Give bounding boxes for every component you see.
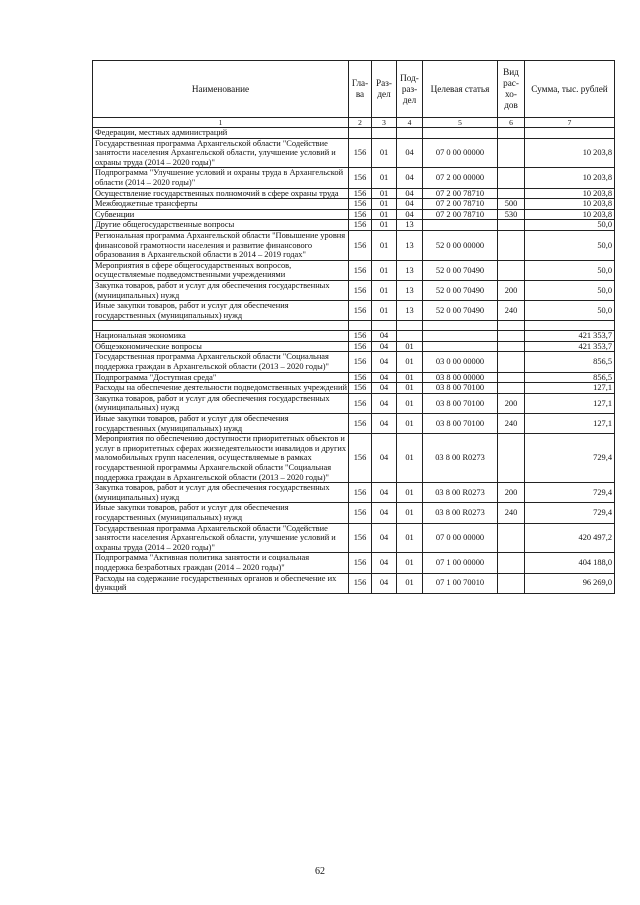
header-name: Наименование [93, 61, 349, 118]
column-number: 4 [397, 118, 423, 128]
row-sum [525, 321, 615, 331]
row-section: 04 [372, 434, 397, 483]
header-expense-type: Вид рас-хо-дов [498, 61, 525, 118]
row-expense-type [498, 321, 525, 331]
row-target-article: 03 8 00 R0273 [423, 434, 498, 483]
row-section: 04 [372, 553, 397, 573]
row-chapter: 156 [349, 573, 372, 593]
row-target-article: 52 0 00 70490 [423, 280, 498, 300]
row-section: 04 [372, 523, 397, 553]
table-row [93, 331, 615, 342]
row-chapter [349, 128, 372, 139]
row-target-article: 07 2 00 00000 [423, 168, 498, 188]
row-name: Осуществление государственных полномочий в сфере охраны труда [93, 188, 349, 199]
row-name [93, 321, 349, 331]
row-name: Иные закупки товаров, работ и услуг для обеспечения государственных (муниципальных) нужд [93, 503, 349, 523]
row-sum: 10 203,8 [525, 168, 615, 188]
row-expense-type [498, 523, 525, 553]
row-name: Подпрограмма "Активная политика занятости и социальная поддержка безработных граждан (2014 – 2020 годы)" [93, 553, 349, 573]
row-chapter: 156 [349, 352, 372, 372]
row-section: 04 [372, 573, 397, 593]
row-subsection: 13 [397, 260, 423, 280]
row-name: Расходы на обеспечение деятельности подведомственных учреждений [93, 383, 349, 394]
row-expense-type: 240 [498, 503, 525, 523]
row-subsection [397, 321, 423, 331]
row-section: 01 [372, 230, 397, 260]
row-expense-type [498, 168, 525, 188]
row-expense-type: 200 [498, 393, 525, 413]
row-name: Государственная программа Архангельской области "Социальная поддержка граждан в Архангельской области (2013 – 2020 годы)" [93, 352, 349, 372]
row-subsection: 04 [397, 188, 423, 199]
row-sum: 421 353,7 [525, 331, 615, 342]
row-target-article: 03 0 00 00000 [423, 352, 498, 372]
header-subsection: Под-раз-дел [397, 61, 423, 118]
row-subsection: 01 [397, 352, 423, 372]
row-name: Межбюджетные трансферты [93, 199, 349, 210]
table-row [93, 260, 615, 280]
row-expense-type: 500 [498, 199, 525, 210]
table-row [93, 393, 615, 413]
table-row [93, 220, 615, 231]
row-target-article: 52 0 00 70490 [423, 260, 498, 280]
table-row [93, 341, 615, 352]
table-row [93, 138, 615, 168]
row-expense-type [498, 138, 525, 168]
table-row [93, 280, 615, 300]
table-body [93, 128, 615, 594]
row-subsection: 01 [397, 434, 423, 483]
row-section: 01 [372, 220, 397, 231]
row-section: 01 [372, 280, 397, 300]
column-number: 7 [525, 118, 615, 128]
table-row [93, 230, 615, 260]
row-subsection: 04 [397, 138, 423, 168]
row-sum: 50,0 [525, 301, 615, 321]
row-sum: 127,1 [525, 414, 615, 434]
row-subsection: 13 [397, 301, 423, 321]
row-subsection: 01 [397, 372, 423, 383]
row-name: Региональная программа Архангельской области "Повышение уровня финансовой грамотности населения и развитие финансового образования в Архангельской области в 2014 – 2019 годах" [93, 230, 349, 260]
row-expense-type [498, 331, 525, 342]
row-subsection: 01 [397, 341, 423, 352]
row-expense-type [498, 341, 525, 352]
row-name: Расходы на содержание государственных органов и обеспечение их функций [93, 573, 349, 593]
row-chapter: 156 [349, 393, 372, 413]
row-target-article: 03 8 00 70100 [423, 383, 498, 394]
row-section: 04 [372, 383, 397, 394]
row-target-article: 07 2 00 78710 [423, 209, 498, 220]
row-section: 04 [372, 372, 397, 383]
row-name: Государственная программа Архангельской области "Содействие занятости населения Архангельской области, улучшение условий и охраны труда (2014 – 2020 годы)" [93, 523, 349, 553]
row-expense-type: 200 [498, 280, 525, 300]
row-sum: 10 203,8 [525, 188, 615, 199]
row-sum: 127,1 [525, 383, 615, 394]
table-row [93, 301, 615, 321]
row-name: Подпрограмма "Улучшение условий и охраны труда в Архангельской области (2014 – 2020 годы)" [93, 168, 349, 188]
row-section: 04 [372, 414, 397, 434]
row-sum: 50,0 [525, 220, 615, 231]
row-section: 04 [372, 352, 397, 372]
row-chapter: 156 [349, 138, 372, 168]
column-number: 1 [93, 118, 349, 128]
row-sum: 96 269,0 [525, 573, 615, 593]
row-subsection: 13 [397, 230, 423, 260]
table-row [93, 523, 615, 553]
row-section: 01 [372, 168, 397, 188]
row-target-article: 03 8 00 R0273 [423, 503, 498, 523]
table-row [93, 128, 615, 139]
row-chapter: 156 [349, 280, 372, 300]
row-section: 04 [372, 331, 397, 342]
header-chapter: Гла-ва [349, 61, 372, 118]
row-expense-type [498, 553, 525, 573]
row-name: Национальная экономика [93, 331, 349, 342]
row-chapter: 156 [349, 434, 372, 483]
table-row [93, 372, 615, 383]
row-sum: 729,4 [525, 503, 615, 523]
table-row [93, 209, 615, 220]
row-subsection: 01 [397, 393, 423, 413]
row-target-article: 07 0 00 00000 [423, 138, 498, 168]
row-expense-type [498, 260, 525, 280]
row-expense-type [498, 352, 525, 372]
header-section: Раз-дел [372, 61, 397, 118]
row-section: 01 [372, 260, 397, 280]
budget-table [92, 60, 615, 594]
row-subsection: 13 [397, 220, 423, 231]
row-subsection: 13 [397, 280, 423, 300]
table-header [93, 61, 615, 128]
row-sum: 420 497,2 [525, 523, 615, 553]
row-name: Федерации, местных администраций [93, 128, 349, 139]
row-sum: 50,0 [525, 280, 615, 300]
row-expense-type [498, 220, 525, 231]
row-expense-type [498, 573, 525, 593]
row-sum: 729,4 [525, 483, 615, 503]
row-section: 01 [372, 138, 397, 168]
table-row [93, 553, 615, 573]
row-chapter: 156 [349, 230, 372, 260]
row-section: 04 [372, 341, 397, 352]
row-target-article: 03 8 00 R0273 [423, 483, 498, 503]
row-subsection: 01 [397, 523, 423, 553]
row-name: Общеэкономические вопросы [93, 341, 349, 352]
row-chapter: 156 [349, 483, 372, 503]
row-subsection: 01 [397, 573, 423, 593]
column-number: 6 [498, 118, 525, 128]
row-expense-type: 200 [498, 483, 525, 503]
row-expense-type: 240 [498, 414, 525, 434]
row-subsection: 01 [397, 553, 423, 573]
row-sum: 50,0 [525, 260, 615, 280]
row-section [372, 321, 397, 331]
row-name: Подпрограмма "Доступная среда" [93, 372, 349, 383]
table-row [93, 321, 615, 331]
row-name: Субвенции [93, 209, 349, 220]
row-name: Иные закупки товаров, работ и услуг для обеспечения государственных (муниципальных) нужд [93, 301, 349, 321]
row-chapter: 156 [349, 383, 372, 394]
row-chapter: 156 [349, 553, 372, 573]
row-chapter: 156 [349, 331, 372, 342]
row-section: 01 [372, 209, 397, 220]
row-subsection: 04 [397, 209, 423, 220]
column-number: 3 [372, 118, 397, 128]
row-chapter [349, 321, 372, 331]
row-subsection: 01 [397, 503, 423, 523]
row-expense-type [498, 128, 525, 139]
row-subsection [397, 331, 423, 342]
row-target-article [423, 331, 498, 342]
row-name: Мероприятия в сфере общегосударственных вопросов, осуществляемые подведомственными учреждениями [93, 260, 349, 280]
row-target-article: 52 0 00 00000 [423, 230, 498, 260]
row-name: Мероприятия по обеспечению доступности приоритетных объектов и услуг в приоритетных сферах жизнедеятельности инвалидов и других маломобильных групп населения, осуществляемые в рамках государственной программы Архангельской области "Социальная поддержка граждан в Архангельской области (2013 – 2020 годы)" [93, 434, 349, 483]
row-sum [525, 128, 615, 139]
row-target-article: 07 2 00 78710 [423, 188, 498, 199]
row-target-article: 07 2 00 78710 [423, 199, 498, 210]
row-sum: 50,0 [525, 230, 615, 260]
row-chapter: 156 [349, 260, 372, 280]
row-chapter: 156 [349, 220, 372, 231]
row-chapter: 156 [349, 372, 372, 383]
row-sum: 10 203,8 [525, 199, 615, 210]
column-number: 2 [349, 118, 372, 128]
row-sum: 856,5 [525, 352, 615, 372]
row-chapter: 156 [349, 188, 372, 199]
row-section: 04 [372, 393, 397, 413]
row-expense-type [498, 372, 525, 383]
row-chapter: 156 [349, 523, 372, 553]
row-name: Другие общегосударственные вопросы [93, 220, 349, 231]
row-sum: 404 188,0 [525, 553, 615, 573]
row-target-article: 07 1 00 00000 [423, 553, 498, 573]
row-subsection: 01 [397, 483, 423, 503]
row-subsection [397, 128, 423, 139]
row-expense-type: 240 [498, 301, 525, 321]
table-row [93, 503, 615, 523]
row-section: 01 [372, 199, 397, 210]
row-chapter: 156 [349, 199, 372, 210]
row-section: 01 [372, 188, 397, 199]
table-row [93, 573, 615, 593]
table-row [93, 483, 615, 503]
row-target-article: 03 8 00 70100 [423, 414, 498, 434]
row-name: Закупка товаров, работ и услуг для обеспечения государственных (муниципальных) нужд [93, 280, 349, 300]
row-sum: 10 203,8 [525, 138, 615, 168]
row-section: 01 [372, 301, 397, 321]
table-row [93, 168, 615, 188]
row-sum: 127,1 [525, 393, 615, 413]
table-row [93, 199, 615, 210]
table-row [93, 188, 615, 199]
document-page [92, 60, 614, 594]
row-chapter: 156 [349, 209, 372, 220]
row-name: Закупка товаров, работ и услуг для обеспечения государственных (муниципальных) нужд [93, 393, 349, 413]
row-subsection: 04 [397, 199, 423, 210]
row-section [372, 128, 397, 139]
row-name: Государственная программа Архангельской области "Содействие занятости населения Архангельской области, улучшение условий и охраны труда (2014 – 2020 годы)" [93, 138, 349, 168]
row-target-article [423, 128, 498, 139]
row-subsection: 01 [397, 414, 423, 434]
row-target-article: 03 8 00 00000 [423, 372, 498, 383]
row-chapter: 156 [349, 301, 372, 321]
row-name: Иные закупки товаров, работ и услуг для обеспечения государственных (муниципальных) нужд [93, 414, 349, 434]
row-expense-type [498, 188, 525, 199]
row-expense-type [498, 230, 525, 260]
row-target-article [423, 321, 498, 331]
row-target-article: 07 0 00 00000 [423, 523, 498, 553]
row-target-article: 03 8 00 70100 [423, 393, 498, 413]
page-number: 62 [315, 866, 325, 877]
row-sum: 856,5 [525, 372, 615, 383]
table-row [93, 434, 615, 483]
row-target-article: 52 0 00 70490 [423, 301, 498, 321]
table-row [93, 352, 615, 372]
row-target-article: 07 1 00 70010 [423, 573, 498, 593]
row-name: Закупка товаров, работ и услуг для обеспечения государственных (муниципальных) нужд [93, 483, 349, 503]
row-chapter: 156 [349, 341, 372, 352]
row-subsection: 04 [397, 168, 423, 188]
row-section: 04 [372, 483, 397, 503]
row-expense-type [498, 434, 525, 483]
header-target-article: Целевая статья [423, 61, 498, 118]
row-section: 04 [372, 503, 397, 523]
row-expense-type: 530 [498, 209, 525, 220]
header-sum: Сумма, тыс. рублей [525, 61, 615, 118]
row-expense-type [498, 383, 525, 394]
table-row [93, 383, 615, 394]
column-number: 5 [423, 118, 498, 128]
row-target-article [423, 341, 498, 352]
column-number-row [93, 118, 615, 128]
row-sum: 421 353,7 [525, 341, 615, 352]
row-chapter: 156 [349, 503, 372, 523]
row-chapter: 156 [349, 168, 372, 188]
row-target-article [423, 220, 498, 231]
table-row [93, 414, 615, 434]
row-chapter: 156 [349, 414, 372, 434]
row-sum: 10 203,8 [525, 209, 615, 220]
row-subsection: 01 [397, 383, 423, 394]
row-sum: 729,4 [525, 434, 615, 483]
